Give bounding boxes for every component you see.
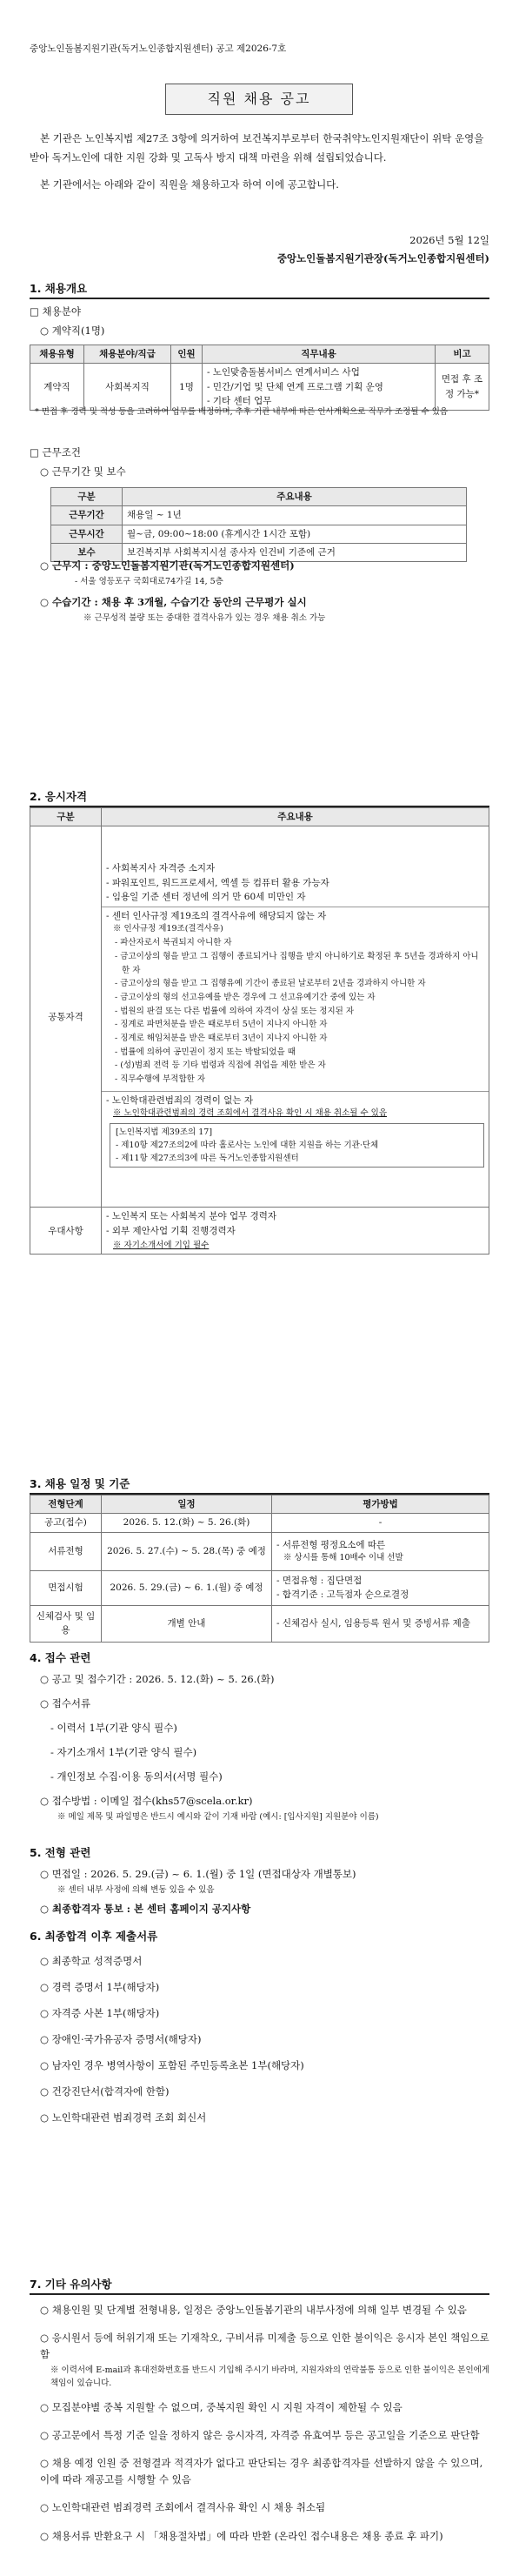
hiring-duties xyxy=(203,364,436,411)
eligibility-table-wrap xyxy=(30,807,489,1255)
list-item: - 사회복지사 자격증 소지자 xyxy=(106,863,216,874)
sched-date: 개별 안내 xyxy=(102,1605,272,1642)
final-doc: ○ 남자인 경우 병역사항이 포함된 주민등록초본 1부(해당자) xyxy=(40,2059,304,2071)
elig-th-kind: 구분 xyxy=(30,808,102,826)
final-doc: ○ 자격증 사본 1부(해당자) xyxy=(40,2007,160,2019)
conditions-head: □ 근무조건 xyxy=(30,446,81,458)
disqualification-block xyxy=(102,907,489,1087)
elder-head: - 노인학대관련범죄의 경력이 없는 자 xyxy=(106,1094,254,1106)
eval-line: - 서류전형 평정요소에 따른 xyxy=(276,1539,386,1550)
hiring-table-note: * 면접 후 경력 및 적성 등을 고려하여 업무를 배정하며, 추후 기관 내부에 따른 인사계획으로 직무가 조정될 수 있음 xyxy=(35,407,449,417)
application-docs-head: ○ 접수서류 xyxy=(40,1697,91,1710)
sched-step: 면접시험 xyxy=(30,1570,102,1605)
cond-key: 근무기간 xyxy=(51,506,123,525)
workplace-address: - 서울 영등포구 국회대로74가길 14, 5층 xyxy=(75,577,223,586)
final-doc: ○ 경력 증명서 1부(해당자) xyxy=(40,1981,160,1993)
conditions-table-wrap xyxy=(50,487,467,562)
sched-date: 2026. 5. 29.(금) ~ 6. 1.(월) 중 예정 xyxy=(102,1570,272,1605)
table-row xyxy=(51,525,467,543)
elig-th-content: 주요내용 xyxy=(102,808,489,826)
common-content xyxy=(102,826,489,1208)
sched-eval xyxy=(272,1532,489,1570)
final-doc: ○ 최종학교 성적증명서 xyxy=(40,1955,143,1967)
cond-key: 근무시간 xyxy=(51,525,123,543)
contact-note: ※ 이력서에 E-mail과 휴대전화번호를 반드시 기입해 주시기 바라며, 지원자와의 연락불통 등으로 인한 불이익은 본인에게 책임이 있습니다. xyxy=(50,2365,489,2389)
table-row xyxy=(30,1605,489,1642)
hiring-th-count: 인원 xyxy=(171,345,203,364)
cond-value: 월~금, 09:00~18:00 (휴게시간 1시간 포함) xyxy=(123,525,467,543)
section-2-title: 2. 응시자격 xyxy=(30,790,88,803)
announcement-org: 중앙노인돌봄지원기관장(독거노인종합지원센터) xyxy=(276,251,489,264)
sched-eval xyxy=(272,1570,489,1605)
sched-eval: - xyxy=(272,1514,489,1532)
section-5-title: 5. 전형 관련 xyxy=(30,1846,91,1859)
sched-step: 신체검사 및 임용 xyxy=(30,1605,102,1642)
list-item: - 파산자로서 복권되지 아니한 자 xyxy=(115,938,232,948)
interview-date: ○ 면접일 : 2026. 5. 29.(금) ~ 6. 1.(월) 중 1일 (면접대상자 개별통보) xyxy=(40,1868,356,1880)
cond-value: 채용일 ~ 1년 xyxy=(123,506,467,525)
table-row xyxy=(30,1532,489,1570)
list-item: - 파워포인트, 워드프로세서, 엑셀 등 컴퓨터 활용 가능자 xyxy=(106,877,329,888)
list-item: - 법원의 판결 또는 다른 법률에 의하여 자격이 상실 또는 정지된 자 xyxy=(115,1006,355,1016)
announcement-signature xyxy=(30,231,489,267)
sched-th-date: 일정 xyxy=(102,1495,272,1514)
sched-th-eval: 평가방법 xyxy=(272,1495,489,1514)
duty-item: - 민간/기업 및 단체 연계 프로그램 기획 운영 xyxy=(207,381,383,392)
law-item: - 제10항 제27조의2에 따라 홀로사는 노인에 대한 지원을 하는 기관·단체 xyxy=(116,1140,379,1150)
sched-step: 공고(접수) xyxy=(30,1514,102,1532)
list-item: ○ 노인학대관련 범죄경력 조회에서 결격사유 확인 시 채용 취소됨 xyxy=(40,2501,326,2514)
eligibility-table xyxy=(30,807,489,1255)
page-title: 직원 채용 공고 xyxy=(165,84,353,115)
intro-paragraph-1: 본 기관은 노인복지법 제27조 3항에 의거하여 보건복지부로부터 한국취약노인지원재단이 위탁 운영을 받아 독거노인에 대한 지원 강화 및 고독사 방지 대책 마련을 위해 설립되었습니다. xyxy=(30,132,484,164)
duty-item: - 기타 센터 업무 xyxy=(207,395,272,406)
disq-items xyxy=(115,936,484,1086)
list-item: - 노인복지 또는 사회복지 분야 업무 경력자 xyxy=(106,1211,277,1222)
contract-head: ○ 계약직(1명) xyxy=(40,325,105,337)
schedule-table xyxy=(30,1495,489,1643)
section-7-rule xyxy=(30,2293,489,2295)
probation-note: ※ 근무성적 불량 또는 중대한 결격사유가 있는 경우 채용 취소 가능 xyxy=(83,613,326,623)
list-item: ○ 응시원서 등에 허위기재 또는 기재착오, 구비서류 미제출 등으로 인한 불이익은 응시자 본인 책임으로 함 xyxy=(40,2332,489,2360)
table-row xyxy=(30,1208,489,1255)
cond-value: 보건복지부 사회복지시설 종사자 인건비 기준에 근거 xyxy=(123,543,467,561)
list-item: - 금고이상의 형의 선고유예를 받은 경우에 그 선고유예기간 중에 있는 자 xyxy=(115,992,376,1002)
eval-line: - 면접유형 : 집단면접 xyxy=(276,1575,363,1586)
elder-note: ※ 노인학대관련범죄의 경력 조회에서 결격사유 확인 시 채용 취소될 수 있음 xyxy=(113,1107,388,1118)
law-item: - 제11항 제27조의3에 따른 독거노인종합지원센터 xyxy=(116,1153,299,1163)
sched-th-step: 전형단계 xyxy=(30,1495,102,1514)
sched-step: 서류전형 xyxy=(30,1532,102,1570)
intro-text xyxy=(30,129,489,201)
final-notice: ○ 최종합격자 통보 : 본 센터 홈페이지 공지사항 xyxy=(40,1903,251,1915)
hiring-th-field: 채용분야/직급 xyxy=(84,345,171,364)
preference-note: ※ 자기소개서에 기입 필수 xyxy=(113,1240,210,1250)
probation: ○ 수습기간 : 채용 후 3개월, 수습기간 동안의 근무평가 실시 xyxy=(40,596,307,608)
sched-date: 2026. 5. 12.(화) ~ 5. 26.(화) xyxy=(102,1514,272,1532)
final-doc: ○ 건강진단서(합격자에 한함) xyxy=(40,2085,170,2098)
hiring-th-duties: 직무내용 xyxy=(203,345,436,364)
hiring-th-type: 채용유형 xyxy=(30,345,84,364)
eval-line: - 합격기준 : 고득점자 순으로결정 xyxy=(276,1589,409,1601)
hiring-field: 사회복지직 xyxy=(84,364,171,411)
list-item: - 징계로 파면처분을 받은 때로부터 5년이 지나지 아니한 자 xyxy=(115,1020,328,1030)
disq-head: - 센터 인사규정 제19조의 결격사유에 해당되지 않는 자 xyxy=(106,911,327,922)
list-item: - 임용일 기준 센터 정년에 의거 만 60세 미만인 자 xyxy=(106,891,306,902)
elder-abuse-block xyxy=(102,1091,489,1173)
workplace: ○ 근무지 : 중앙노인돌봄지원기관(독거노인종합지원센터) xyxy=(40,559,295,572)
notice-number: 중앙노인돌봄지원기관(독거노인종합지원센터) 공고 제2026-7호 xyxy=(30,43,287,54)
disq-sub: ※ 인사규정 제19조(결격사유) xyxy=(113,924,223,934)
preference-label: 우대사항 xyxy=(30,1208,102,1255)
table-row xyxy=(51,506,467,525)
elder-law-box xyxy=(110,1123,484,1168)
sched-eval: - 신체검사 실시, 임용등록 원서 및 증빙서류 제출 xyxy=(272,1605,489,1642)
list-item: - 징계로 해임처분을 받은 때로부터 3년이 지나지 아니한 자 xyxy=(115,1033,328,1043)
duty-item: - 노인맞춤돌봄서비스 연계서비스 사업 xyxy=(207,367,360,378)
schedule-table-wrap xyxy=(30,1495,489,1643)
hiring-remark: 면접 후 조정 가능* xyxy=(436,364,489,411)
hiring-table-wrap xyxy=(30,345,489,411)
list-item: - (성)범죄 전력 등 기타 법령과 직접에 취업을 제한 받은 자 xyxy=(115,1061,326,1071)
list-item: - 금고이상의 형을 받고 그 집행이 종료되거나 집행을 받지 아니하기로 확정된 후 5년을 경과하지 아니한 자 xyxy=(115,951,479,975)
list-item: ○ 채용서류 반환요구 시 「채용절차법」에 따라 반환 (온라인 접수내용은 채용 종료 후 파기) xyxy=(40,2529,443,2542)
sched-date: 2026. 5. 27.(수) ~ 5. 28.(목) 중 예정 xyxy=(102,1532,272,1570)
application-method: ○ 접수방법 : 이메일 접수(khs57@scela.or.kr) xyxy=(40,1795,253,1807)
application-doc: - 개인정보 수집·이용 동의서(서명 필수) xyxy=(50,1770,223,1783)
common-items xyxy=(106,861,484,904)
table-row xyxy=(30,1514,489,1532)
list-item: ○ 모집분야별 중복 지원할 수 없으며, 중복지원 확인 시 지원 자격이 제한될 수 있음 xyxy=(40,2400,403,2413)
application-doc: - 이력서 1부(기관 양식 필수) xyxy=(50,1722,177,1734)
list-item: ○ 공고문에서 특정 기준 일을 정하지 않은 응시자격, 자격증 유효여부 등은 공고일을 기준으로 판단함 xyxy=(40,2428,480,2441)
list-item: ○ 채용 예정 인원 중 전형결과 적격자가 없다고 판단되는 경우 최종합격자를 선발하지 않을 수 있으며, 이에 따라 재공고를 시행할 수 있음 xyxy=(40,2457,483,2486)
eval-line: ※ 상시를 통해 10배수 이내 선발 xyxy=(283,1552,403,1562)
conditions-th-content: 주요내용 xyxy=(123,488,467,506)
table-row xyxy=(30,1570,489,1605)
law-title: [노인복지법 제39조의 17] xyxy=(116,1127,213,1137)
application-method-note: ※ 메일 제목 및 파일명은 반드시 예시와 같이 기재 바람 (예시: [입사지원] 지원분야 이름) xyxy=(57,1812,379,1822)
conditions-table xyxy=(50,487,467,562)
intro-paragraph-2: 본 기관에서는 아래와 같이 직원을 채용하고자 하여 이에 공고합니다. xyxy=(40,177,339,191)
section-4-title: 4. 접수 관련 xyxy=(30,1651,91,1664)
interview-note: ※ 센터 내부 사정에 의해 변동 있을 수 있음 xyxy=(57,1885,215,1895)
list-item: - 외부 제안사업 기획 진행경력자 xyxy=(106,1226,236,1237)
preference-content xyxy=(102,1208,489,1255)
application-doc: - 자기소개서 1부(기관 양식 필수) xyxy=(50,1746,197,1758)
hiring-table xyxy=(30,345,489,411)
section-3-title: 3. 채용 일정 및 기준 xyxy=(30,1477,130,1490)
table-row xyxy=(30,826,489,1208)
hiring-count: 1명 xyxy=(171,364,203,411)
announcement-date: 2026년 5월 12일 xyxy=(409,234,489,246)
list-item: ○ 채용인원 및 단계별 전형내용, 일정은 중앙노인돌봄기관의 내부사정에 의해 일부 변경될 수 있음 xyxy=(40,2304,467,2316)
hiring-field-head: □ 채용분야 xyxy=(30,305,81,318)
list-item: - 직무수행에 부적합한 자 xyxy=(115,1074,206,1084)
hiring-th-remark: 비고 xyxy=(436,345,489,364)
conditions-th-kind: 구분 xyxy=(51,488,123,506)
application-period: ○ 공고 및 접수기간 : 2026. 5. 12.(화) ~ 5. 26.(화) xyxy=(40,1673,275,1685)
conditions-sub: ○ 근무기간 및 보수 xyxy=(40,465,126,478)
final-doc: ○ 노인학대관련 범죄경력 조회 회신서 xyxy=(40,2111,207,2124)
list-item: - 법률에 의하여 공민권이 정지 또는 박탈되었을 때 xyxy=(115,1047,296,1057)
common-label: 공통자격 xyxy=(30,826,102,1208)
hiring-type: 계약직 xyxy=(30,364,84,411)
section-6-title: 6. 최종합격 이후 제출서류 xyxy=(30,1930,158,1943)
section-1-rule xyxy=(30,298,489,299)
list-item: - 금고이상의 형을 받고 그 집행유예 기간이 종료된 날로부터 2년을 경과하지 아니한 자 xyxy=(115,979,426,989)
table-row xyxy=(30,364,489,411)
notes-list xyxy=(40,2302,489,2556)
cond-key: 보수 xyxy=(51,543,123,561)
final-doc: ○ 장애인·국가유공자 증명서(해당자) xyxy=(40,2033,202,2045)
section-7-title: 7. 기타 유의사항 xyxy=(30,2278,112,2291)
section-1-title: 1. 채용개요 xyxy=(30,282,88,295)
